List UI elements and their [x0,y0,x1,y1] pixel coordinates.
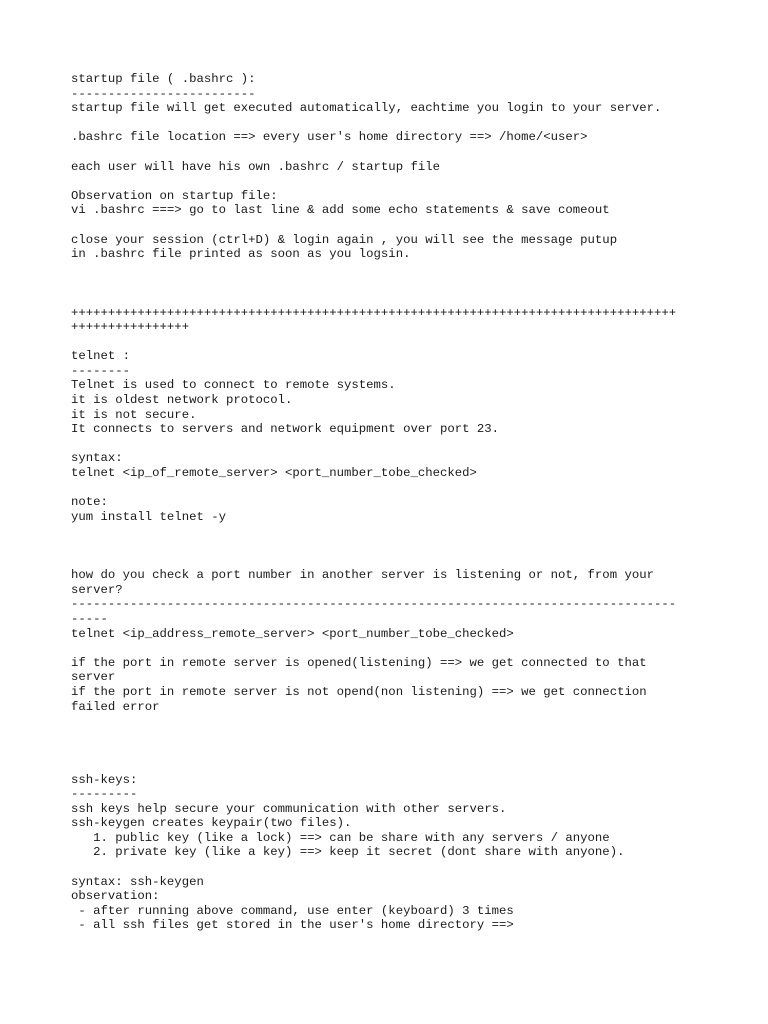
blank-line [71,714,711,729]
blank-line [71,641,711,656]
text-line: --------- [71,787,138,802]
text-line: telnet <ip_of_remote_server> <port_number_tobe_checked> [71,466,477,481]
text-line: how do you check a port number in another server is listening or not, from your [71,568,654,583]
text-line: 1. public key (like a lock) ==> can be share with any servers / anyone [71,830,610,845]
text-line: ssh-keygen creates keypair(two files). [71,816,352,831]
blank-line [71,481,711,496]
text-line: 2. private key (like a key) ==> keep it secret (dont share with anyone). [71,845,625,860]
blank-line [71,860,711,875]
text-line: it is not secure. [71,407,197,422]
text-line: syntax: [71,451,123,466]
text-line: ssh keys help secure your communication with other servers. [71,801,507,816]
text-line: ssh-keys: [71,772,138,787]
text-line: if the port in remote server is not opend(non listening) ==> we get connection [71,684,647,699]
text-line: server? [71,582,123,597]
text-line: - all ssh files get stored in the user's home directory ==> [71,918,514,933]
text-line: It connects to servers and network equipment over port 23. [71,422,500,437]
blank-line [71,524,711,539]
text-line: startup file ( .bashrc ): [71,72,256,86]
text-line: syntax: ssh-keygen [71,874,204,889]
text-line: telnet <ip_address_remote_server> <port_number_tobe_checked> [71,626,514,641]
blank-line [71,145,711,160]
text-line: startup file will get executed automatically, eachtime you login to your server. [71,101,662,116]
document-text [71,72,711,933]
text-line: .bashrc file location ==> every user's home directory ==> /home/<user> [71,130,588,145]
text-line: vi .bashrc ===> go to last line & add some echo statements & save comeout [71,203,610,218]
blank-line [71,554,711,569]
blank-line [71,743,711,758]
text-line: ------------------------- [71,86,256,101]
blank-line [71,335,711,350]
text-line: Observation on startup file: [71,188,278,203]
text-line: Telnet is used to connect to remote systems. [71,378,396,393]
blank-line [71,262,711,277]
text-line: if the port in remote server is opened(listening) ==> we get connected to that [71,655,647,670]
blank-line [71,218,711,233]
text-line: ----- [71,611,108,626]
blank-line [71,291,711,306]
blank-line [71,174,711,189]
text-line: close your session (ctrl+D) & login again , you will see the message putup [71,232,618,247]
blank-line [71,758,711,773]
text-line: each user will have his own .bashrc / startup file [71,159,440,174]
text-line: observation: [71,889,160,904]
blank-line [71,539,711,554]
text-line: telnet : [71,349,131,364]
blank-line [71,437,711,452]
blank-line [71,116,711,131]
text-line: failed error [71,699,160,714]
blank-line [71,276,711,291]
text-line: note: [71,495,108,510]
text-line: - after running above command, use enter (keyboard) 3 times [71,903,514,918]
text-line: in .bashrc file printed as soon as you logsin. [71,247,411,262]
text-line: it is oldest network protocol. [71,393,293,408]
text-line: ++++++++++++++++++++++++++++++++++++++++++++++++++++++++++++++++++++++++++++++++++ [71,305,677,320]
text-line: server [71,670,116,685]
text-line: yum install telnet -y [71,509,226,524]
text-line: ++++++++++++++++ [71,320,190,335]
text-line: ---------------------------------------------------------------------------------- [71,597,677,612]
text-line: -------- [71,363,131,378]
blank-line [71,729,711,744]
